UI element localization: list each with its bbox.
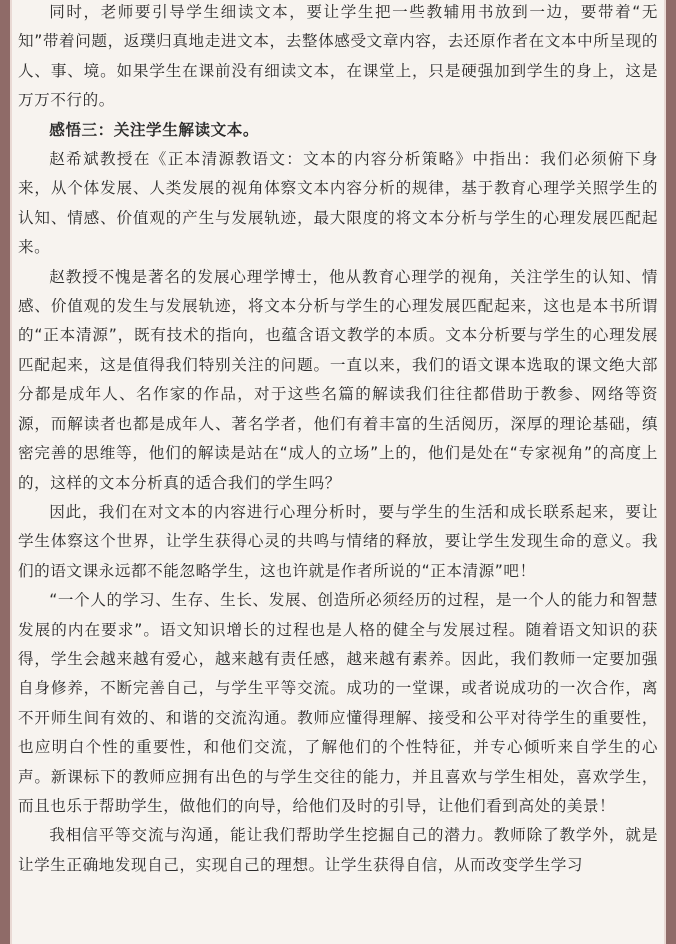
paragraph-4: 因此，我们在对文本的内容进行心理分析时，要与学生的生活和成长联系起来，要让学生体察这个世界，让学生获得心灵的共鸣与情绪的释放，要让学生发现生命的意义。我们的语文课永远都不能忽略学生，这也许就是作者所说的“正本清源”吧！ [18, 502, 658, 580]
section-heading: 感悟三：关注学生解读文本。 [49, 120, 260, 139]
paragraph-2: 赵希斌教授在《正本清源教语文：文本的内容分析策略》中指出：我们必须俯下身来，从个体发展、人类发展的视角体察文本内容分析的规律，基于教育心理学关照学生的认知、情感、价值观的产生与发展轨迹，最大限度的将文本分析与学生的心理发展匹配起来。 [18, 150, 658, 257]
right-border [666, 0, 676, 944]
right-inner-line [664, 0, 666, 944]
left-inner-line [10, 0, 12, 944]
paragraph-6: 我相信平等交流与沟通，能让我们帮助学生挖掘自己的潜力。教师除了教学外，就是让学生正确地发现自己，实现自己的理想。让学生获得自信，从而改变学生学习 [18, 826, 658, 874]
paragraph-3: 赵教授不愧是著名的发展心理学博士，他从教育心理学的视角，关注学生的认知、情感、价值观的发生与发展轨迹，将文本分析与学生的心理发展匹配起来，这也是本书所谓的“正本清源”，既有技术的指向，也蕴含语文教学的本质。文本分析要与学生的心理发展匹配起来，这是值得我们特别关注的问题。一直以来，我们的语文课本选取的课文绝大部分都是成年人、名作家的作品，对于这些名篇的解读我们往往都借助于教参、网络等资源，而解读者也都是成年人、著名学者，他们有着丰富的生活阅历，深厚的理论基础，缜密完善的思维等，他们的解读是站在“成人的立场”上的，他们是处在“专家视角”的高度上的，这样的文本分析真的适合我们的学生吗？ [18, 267, 658, 492]
paragraph-5: “一个人的学习、生存、生长、发展、创造所必须经历的过程，是一个人的能力和智慧发展的内在要求”。语文知识增长的过程也是人格的健全与发展过程。随着语文知识的获得，学生会越来越有爱心，越来越有责任感，越来越有素养。因此，我们教师一定要加强自身修养，不断完善自己，与学生平等交流。成功的一堂课，或者说成功的一次合作，离不开师生间有效的、和谐的交流沟通。教师应懂得理解、接受和公平对待学生的重要性，也应明白个性的重要性，和他们交流，了解他们的个性特征，并专心倾听来自学生的心声。新课标下的教师应拥有出色的与学生交往的能力，并且喜欢与学生相处，喜欢学生，而且也乐于帮助学生，做他们的向导，给他们及时的引导，让他们看到高处的美景！ [18, 591, 658, 815]
left-border [0, 0, 10, 944]
paragraph-1: 同时，老师要引导学生细读文本，要让学生把一些教辅用书放到一边，要带着“无知”带着问题，返璞归真地走进文本，去整体感受文章内容，去还原作者在文本中所呈现的人、事、境。如果学生在课前没有细读文本，在课堂上，只是硬强加到学生的身上，这是万万不行的。 [18, 3, 658, 110]
article-body [18, 0, 658, 880]
